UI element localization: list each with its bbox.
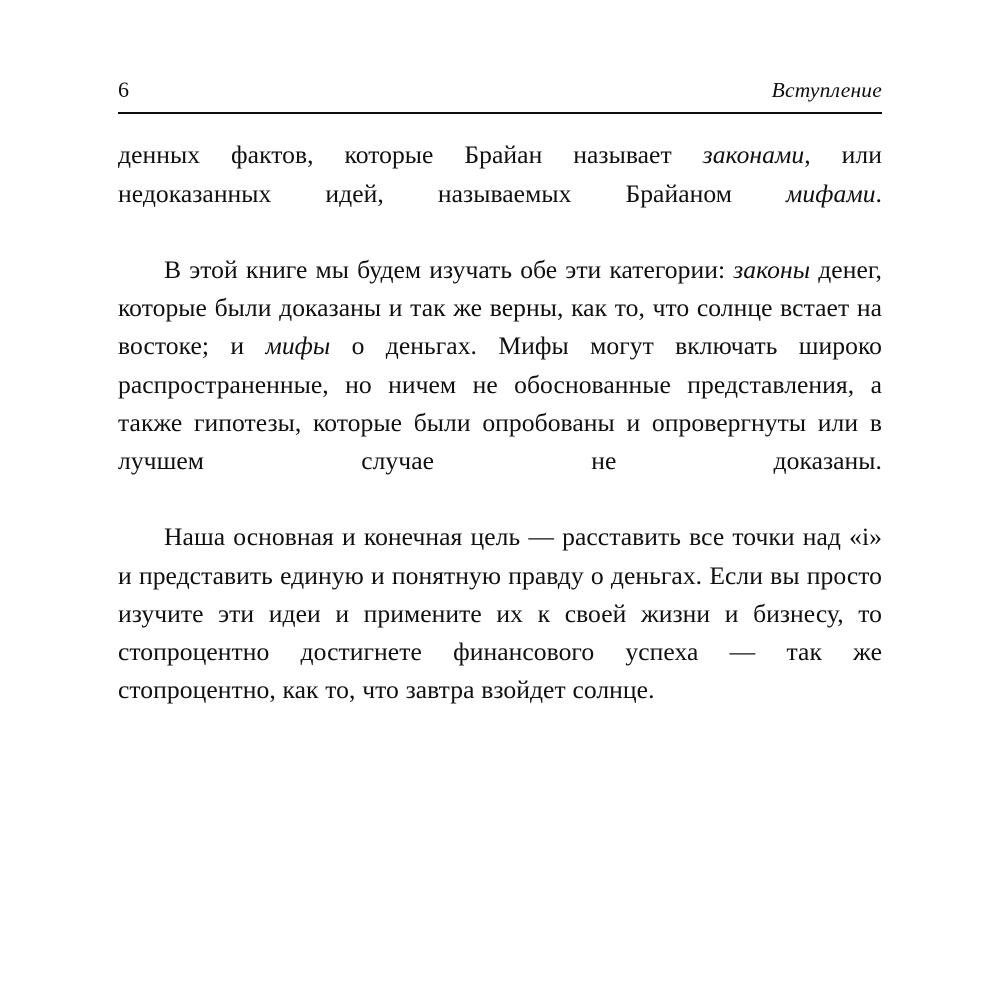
paragraph-three <box>118 518 882 709</box>
body-text <box>118 136 882 709</box>
emphasis-run: законы <box>733 255 811 284</box>
text-run: Наша основная и конечная цель — расставить все точки над «i» и представить единую и понятную правду о деньгах. Если вы просто изучите эти идеи и примените их к своей жизни и бизнесу, то стопроцентно достигнете финансового успеха — так же стопроцентно, как то, что завтра взойдет солнце. <box>118 522 882 705</box>
paragraph-two <box>118 251 882 518</box>
text-run: В этой книге мы будем изучать обе эти категории: <box>164 255 734 284</box>
running-title: Вступление <box>771 78 882 102</box>
running-head <box>118 76 882 106</box>
paragraph-continued <box>118 136 882 251</box>
text-run: денных фактов, которые Брайан называет <box>118 140 703 170</box>
emphasis-run: мифами <box>786 178 876 208</box>
header-rule <box>118 112 882 114</box>
page-number: 6 <box>118 77 130 102</box>
text-run: , или недоказанных идей, называемых Брайаном <box>118 140 882 208</box>
text-run: денег, которые были доказаны и так же верны, как то, что солнце встает на востоке; и <box>118 255 882 361</box>
text-run: . <box>875 178 882 208</box>
emphasis-run: мифы <box>265 331 331 361</box>
text-run: о деньгах. Мифы могут включать широко распространенные, но ничем не обоснованные представления, а также гипотезы, которые были опробованы и опровергнуты или в лучшем случае не доказаны. <box>118 331 882 476</box>
page-content-area <box>118 76 882 709</box>
emphasis-run: законами <box>702 140 805 170</box>
